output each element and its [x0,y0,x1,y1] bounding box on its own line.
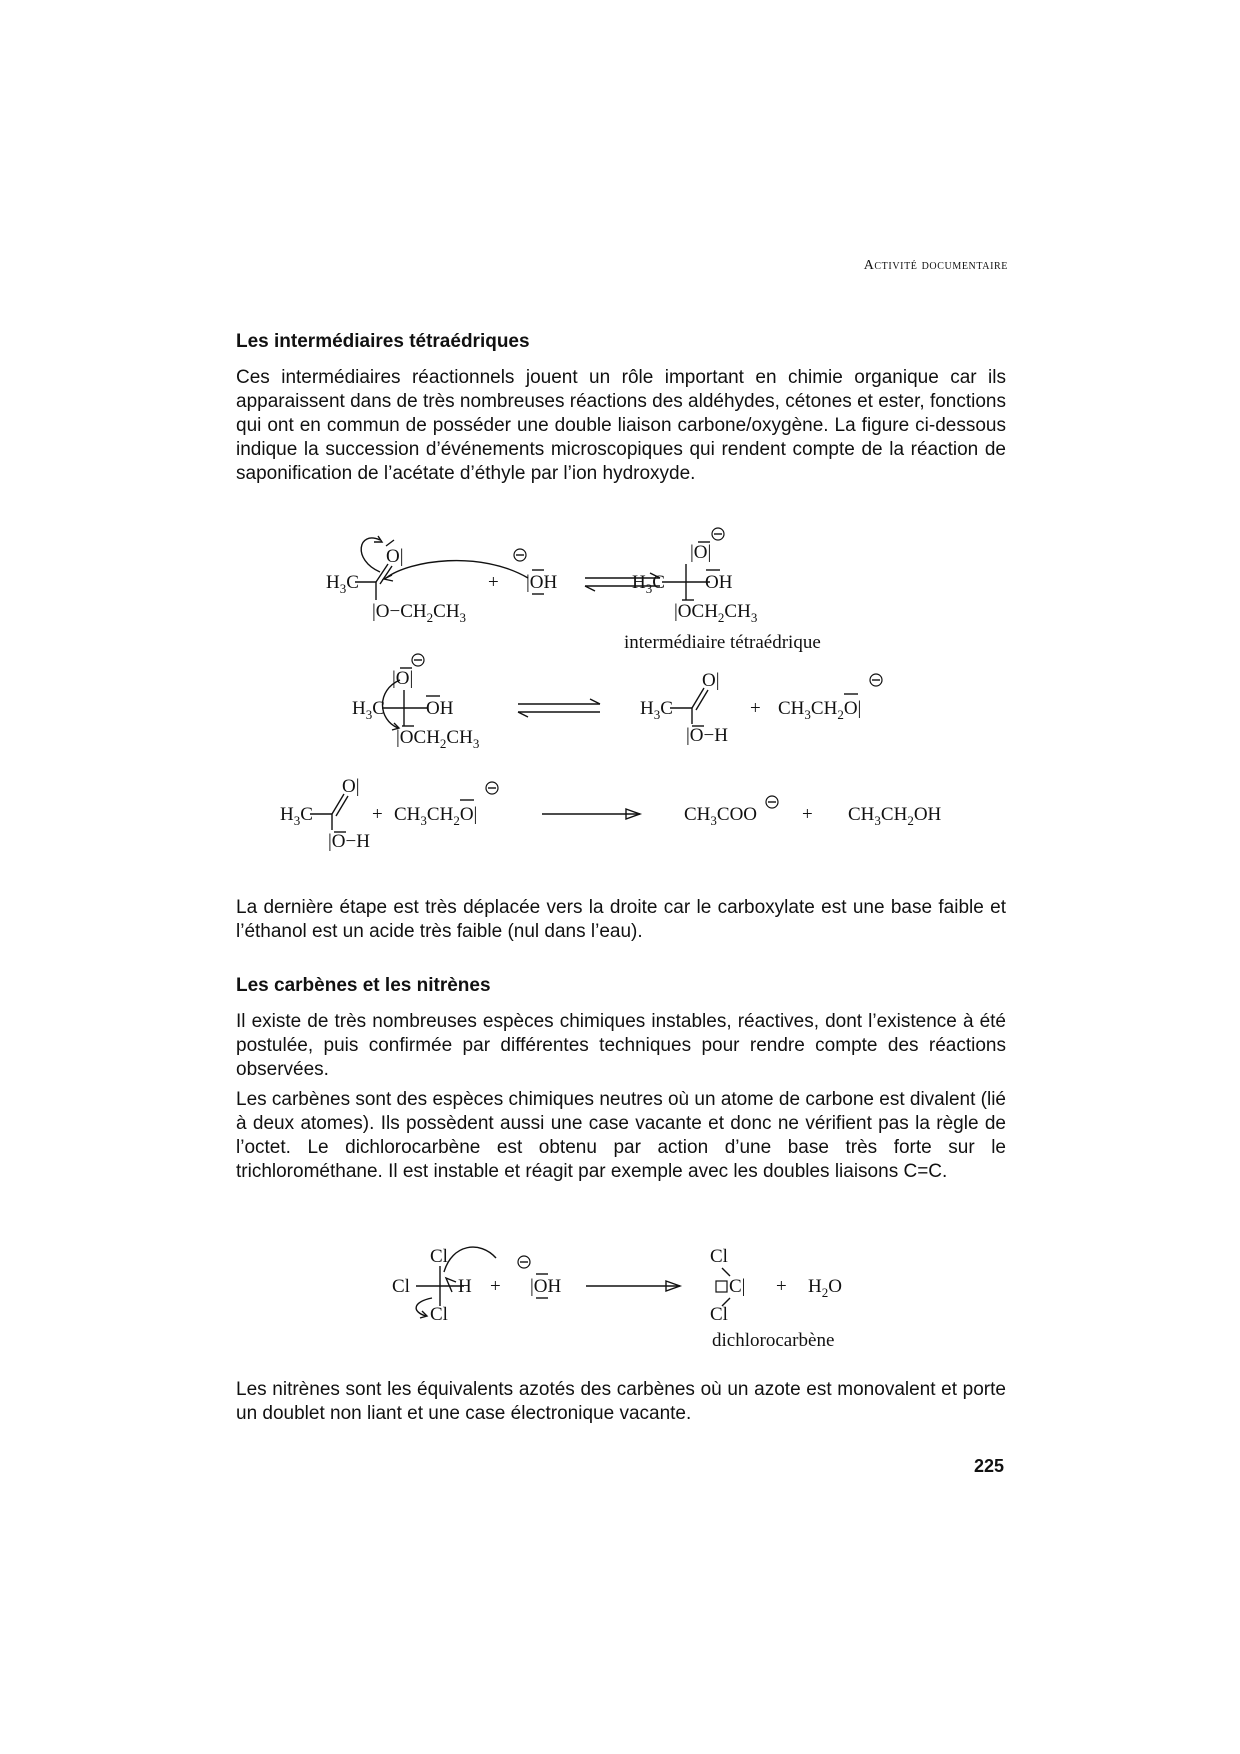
ethanol-product [848,804,942,828]
acetate-product [684,796,778,828]
svg-text:CH3COO: $CH_3COO$ [684,804,758,828]
hydroxide-carbene [518,1256,562,1298]
plus-sign: + [488,572,499,593]
ethoxide-step2 [778,674,882,722]
nitrene-paragraph [236,1378,1006,1426]
ethoxide-step3 [394,782,498,828]
intro-paragraph [236,366,1006,486]
carbene-label: dichlorocarbène [712,1330,835,1350]
acetic-acid-step2 [640,670,728,746]
svg-text:H3C: $H_3C$ [280,804,313,828]
svg-text:|OCH2CH3: $|OCH_2CH_3$ [674,601,758,625]
section-title-carbenes [236,974,1006,998]
water [808,1276,842,1300]
svg-text:H3C: $H_3C$ [352,698,385,722]
dichlorocarbene [710,1246,834,1350]
svg-text:O|: O| [702,670,720,691]
svg-text:Cl: Cl [392,1276,410,1297]
paragraph-text: Il existe de très nombreuses espèces chimiques instables, réactives, dont l’existence à été postulée, puis confirmée par différentes techniques pour rendre compte des réactions observées. [236,1011,1006,1080]
svg-text:CH3CH2OH: $CH_3CH_2OH$ [848,804,942,828]
svg-text:|OCH2CH3: $|OCH_2CH_3$ [396,727,480,751]
plus-sign-4: + [802,804,813,825]
paragraph-text: Ces intermédiaires réactionnels jouent un rôle important en chimie organique car ils apparaissent dans de très nombreuses réactions des aldéhydes, cétones et ester, fonctions qui ont en commun de posséder une double liaison carbone/oxygène. La figure ci-dessous indique la succession d’événements microscopiques qui rendent compte de la réaction de saponification de l’acétate d’éthyle par l’ion hydroxyde. [236,367,1006,484]
forward-arrow-step3 [542,809,640,819]
section-title-intermediates [236,330,1006,354]
svg-text:|O|: |O| [392,668,414,689]
running-head: Activité documentaire [863,258,1008,273]
section-heading: Les intermédiaires tétraédriques [236,331,530,352]
plus-sign-2: + [750,698,761,719]
svg-text:|O−H: |O−H [686,725,728,746]
svg-text:|O−CH2CH3: $|O-CH_2CH_3$ [372,601,467,625]
section-heading: Les carbènes et les nitrènes [236,975,491,996]
carbene-paragraph-1 [236,1010,1006,1082]
svg-text:|OH: |OH [530,1276,562,1297]
forward-arrow-carbene [586,1281,680,1291]
svg-text:H3C: $H_3C$ [632,572,665,596]
svg-text:C|: C| [729,1276,746,1297]
svg-text:H3C: $H_3C$ [326,572,359,596]
svg-text:Cl: Cl [430,1246,448,1267]
ester-structure [326,536,466,625]
paragraph-text: La dernière étape est très déplacée vers la droite car le carboxylate est une base faible et l’éthanol est un acide très faible (nul dans l’eau). [236,897,1006,942]
tetrahedral-intermediate [624,528,821,653]
svg-text:OH: OH [705,572,733,593]
plus-sign-5: + [490,1276,501,1297]
scheme-step2-step3 [280,650,1000,880]
acetic-acid-step3 [280,776,370,852]
svg-text:Cl: Cl [710,1304,728,1325]
svg-text:CH3CH2O|: $CH_3CH_2O|$ [778,698,862,722]
equilibrium-arrow-2 [518,699,600,717]
page-number: 225 [973,1456,1004,1476]
chloroform [392,1246,496,1325]
hydroxide [384,549,558,594]
carbene-scheme [380,1240,900,1350]
svg-text:H3C: $H_3C$ [640,698,673,722]
svg-text:Cl: Cl [710,1246,728,1267]
svg-text:|O|: |O| [690,542,712,563]
conclusion-paragraph [236,896,1006,944]
svg-text:H: H [458,1276,472,1297]
intermediate-step2 [352,654,479,751]
plus-sign-6: + [776,1276,787,1297]
paragraph-text: Les carbènes sont des espèces chimiques neutres où un atome de carbone est divalent (lié à deux atomes). Ils possèdent aussi une case vacante et donc ne vérifient pas la règle de l’octet. Le dichlorocarbène est obtenu par action d’une base très forte sur le trichlorométhane. Il est instable et réagit par exemple avec les doubles liaisons C=C. [236,1089,1006,1182]
svg-text:|O−H: |O−H [328,831,370,852]
carbene-paragraph-2 [236,1088,1006,1184]
intermediate-label: intermédiaire tétraédrique [624,632,821,653]
svg-text:|OH: |OH [526,572,558,593]
svg-text:Cl: Cl [430,1304,448,1325]
paragraph-text: Les nitrènes sont les équivalents azotés des carbènes où un azote est monovalent et porte un doublet non liant et une case électronique vacante. [236,1379,1006,1424]
plus-sign-3: + [372,804,383,825]
svg-text:OH: OH [426,698,454,719]
svg-text:CH3CH2O|: $CH_3CH_2O|$ [394,804,478,828]
svg-text:O|: O| [386,546,404,567]
svg-text:H2O: $H_2O$ [808,1276,842,1300]
svg-text:O|: O| [342,776,360,797]
